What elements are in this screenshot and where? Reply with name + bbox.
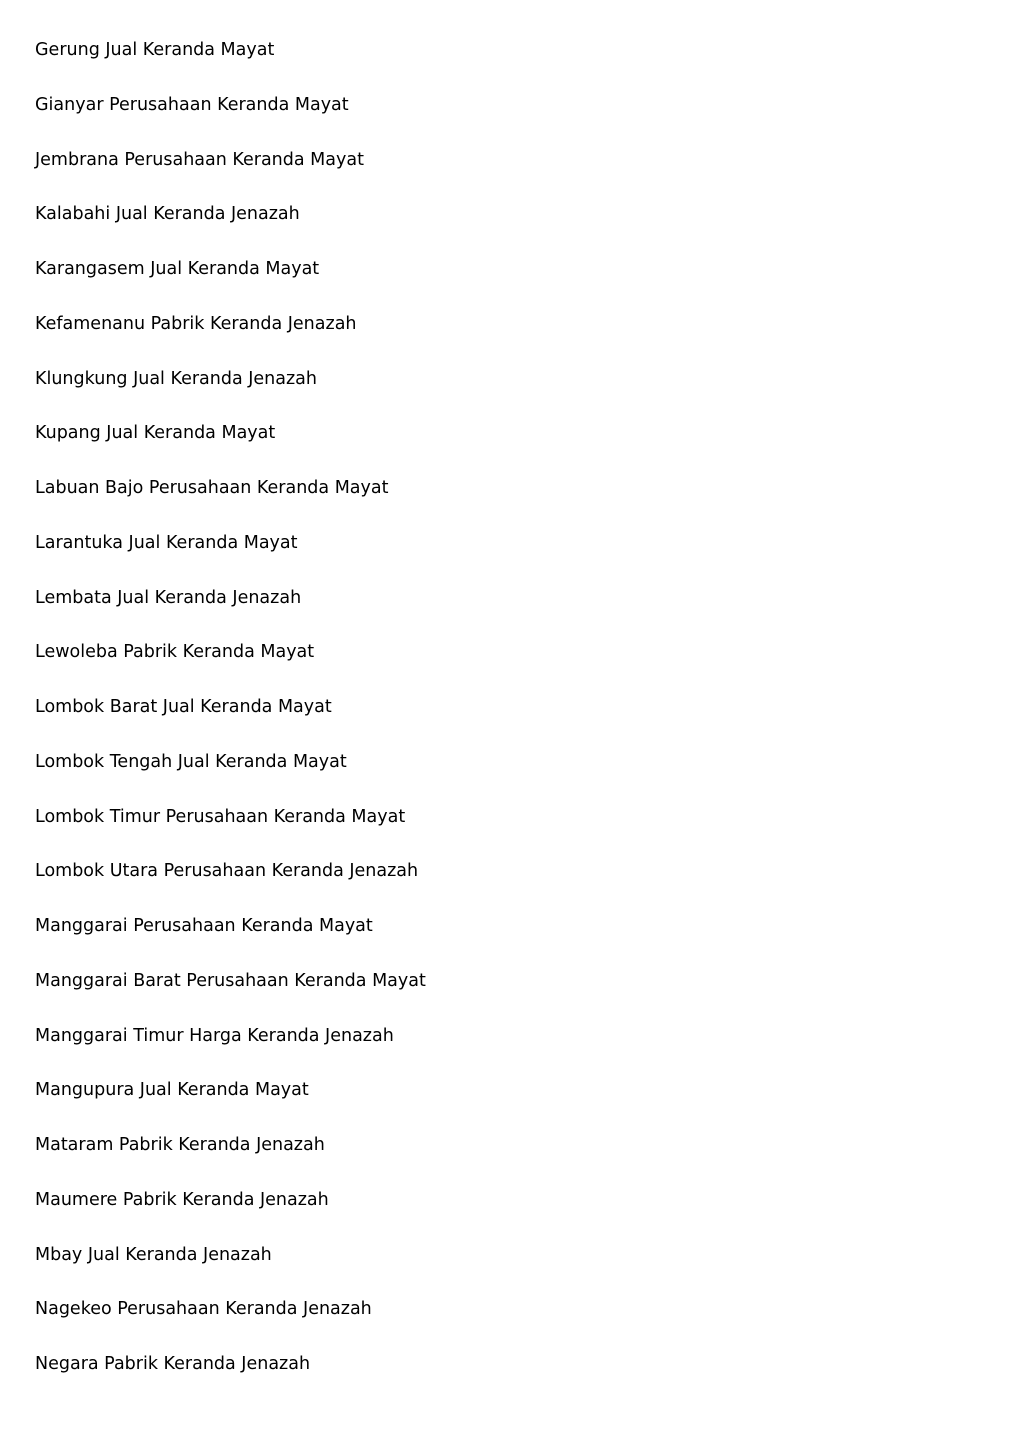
list-item: Mataram Pabrik Keranda Jenazah bbox=[35, 1135, 325, 1155]
list-item: Nagekeo Perusahaan Keranda Jenazah bbox=[35, 1299, 372, 1320]
list-item: Negara Pabrik Keranda Jenazah bbox=[35, 1354, 311, 1374]
list-item: Manggarai Perusahaan Keranda Mayat bbox=[35, 916, 373, 936]
list-item: Lewoleba Pabrik Keranda Mayat bbox=[35, 642, 315, 663]
list-item: Mangupura Jual Keranda Mayat bbox=[35, 1080, 309, 1101]
list-item: Klungkung Jual Keranda Jenazah bbox=[35, 368, 317, 389]
list-item: Jembrana Perusahaan Keranda Mayat bbox=[35, 149, 364, 170]
list-item: Lombok Utara Perusahaan Keranda Jenazah bbox=[35, 861, 419, 882]
list-item: Lembata Jual Keranda Jenazah bbox=[35, 587, 302, 608]
list-item: Labuan Bajo Perusahaan Keranda Mayat bbox=[35, 478, 389, 498]
list-item: Kefamenanu Pabrik Keranda Jenazah bbox=[35, 313, 357, 334]
list-item: Mbay Jual Keranda Jenazah bbox=[35, 1244, 272, 1265]
location-list bbox=[35, 37, 426, 1406]
list-item: Manggarai Barat Perusahaan Keranda Mayat bbox=[35, 970, 426, 991]
list-item: Karangasem Jual Keranda Mayat bbox=[35, 259, 320, 279]
list-item: Larantuka Jual Keranda Mayat bbox=[35, 532, 298, 553]
list-item: Lombok Barat Jual Keranda Mayat bbox=[35, 697, 332, 717]
list-item: Gianyar Perusahaan Keranda Mayat bbox=[35, 94, 349, 115]
list-item: Lombok Timur Perusahaan Keranda Mayat bbox=[35, 806, 406, 827]
list-item: Kupang Jual Keranda Mayat bbox=[35, 423, 276, 444]
list-item: Maumere Pabrik Keranda Jenazah bbox=[35, 1189, 329, 1210]
list-item: Kalabahi Jual Keranda Jenazah bbox=[35, 204, 300, 225]
list-item: Gerung Jual Keranda Mayat bbox=[35, 40, 275, 60]
list-item: Lombok Tengah Jual Keranda Mayat bbox=[35, 751, 347, 772]
list-item: Manggarai Timur Harga Keranda Jenazah bbox=[35, 1025, 394, 1046]
